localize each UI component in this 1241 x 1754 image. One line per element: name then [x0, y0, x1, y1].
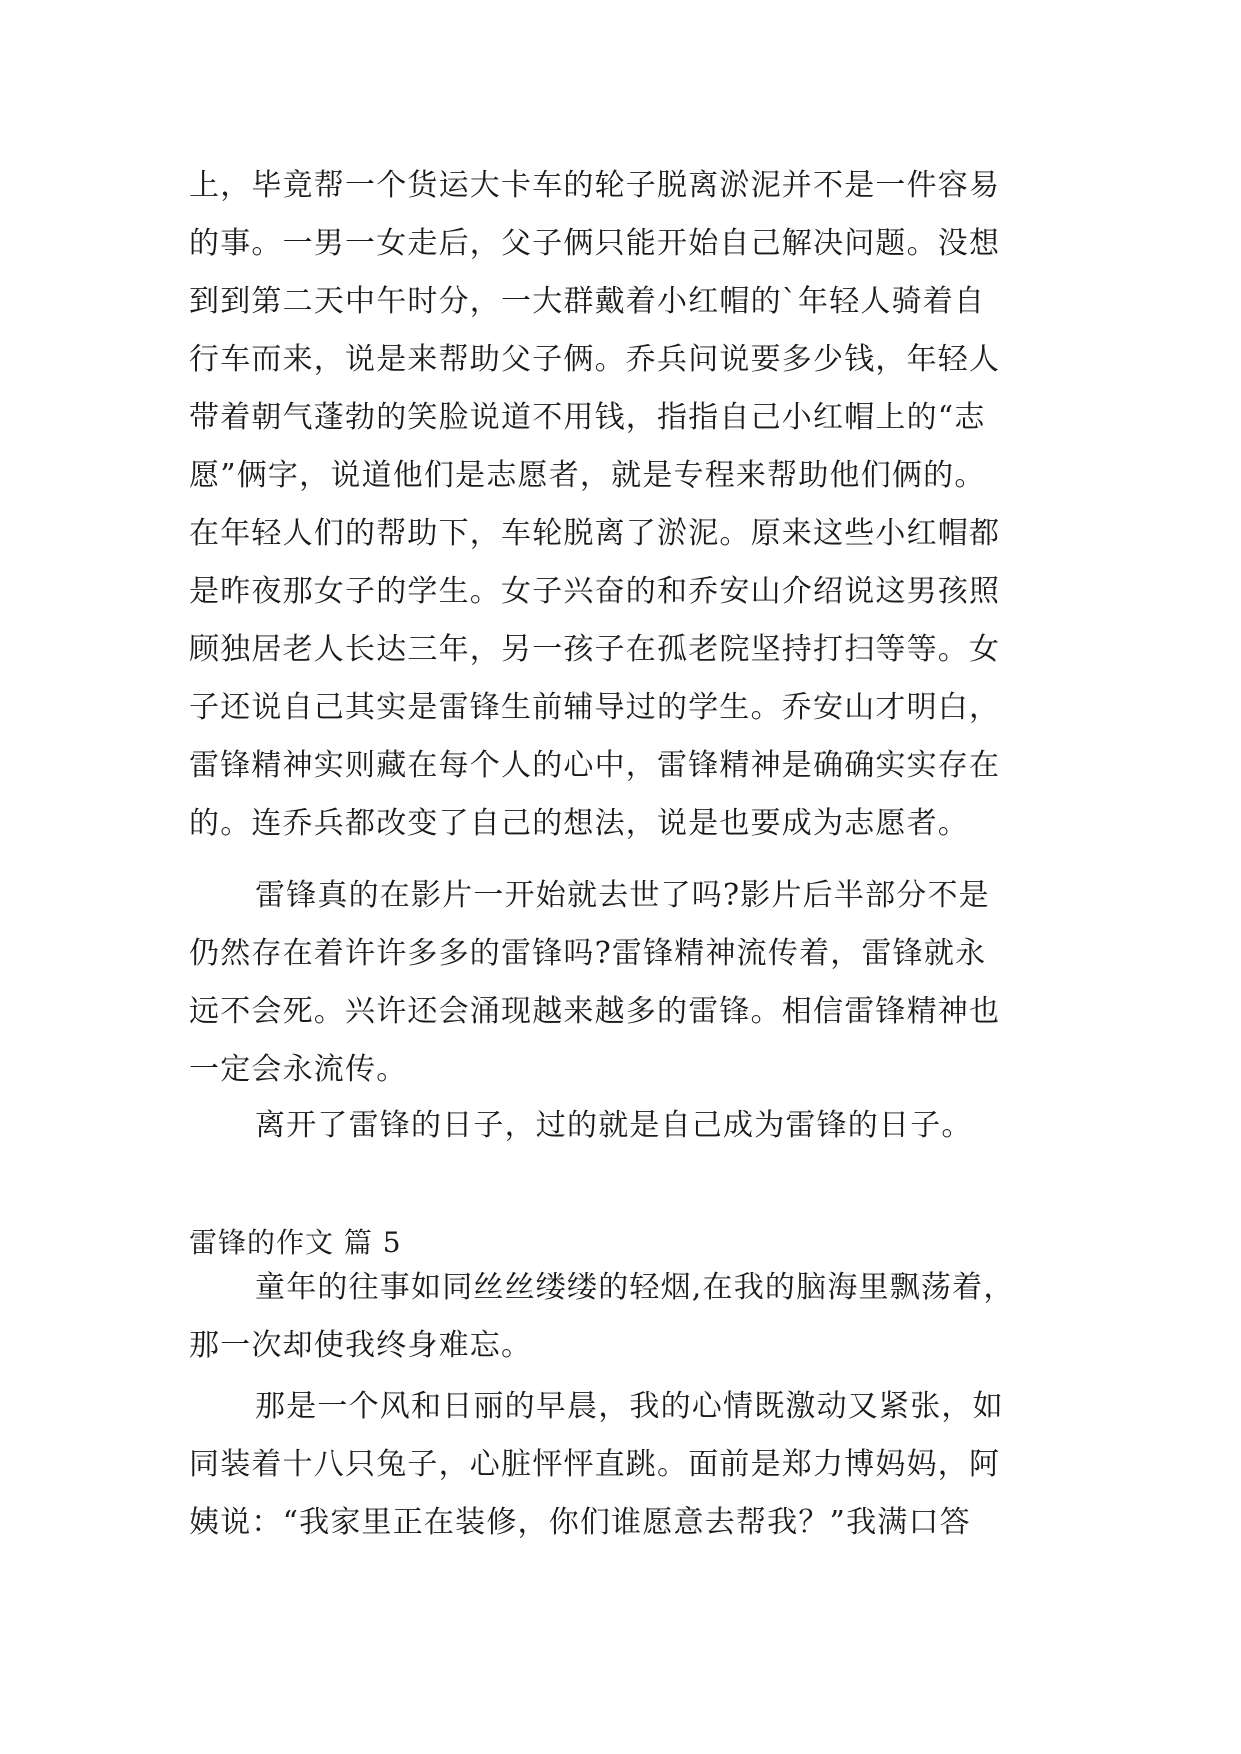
text-line: 行车而来，说是来帮助父子俩。乔兵问说要多少钱，年轻人 [189, 342, 1001, 377]
text-line: 离开了雷锋的日子，过的就是自己成为雷锋的日子。 [255, 1108, 973, 1143]
text-line: 那一次却使我终身难忘。 [189, 1328, 533, 1363]
text-line: 到到第二天中午时分，一大群戴着小红帽的`年轻人骑着自 [189, 284, 986, 319]
text-line: 姨说：“我家里正在装修，你们谁愿意去帮我？”我满口答 [189, 1505, 971, 1540]
text-line: 子还说自己其实是雷锋生前辅导过的学生。乔安山才明白， [189, 690, 1001, 725]
text-line: 愿”俩字，说道他们是志愿者，就是专程来帮助他们俩的。 [189, 458, 986, 493]
text-line: 一定会永流传。 [189, 1052, 408, 1087]
text-line: 上，毕竟帮一个货运大卡车的轮子脱离淤泥并不是一件容易 [189, 168, 1001, 203]
text-line: 仍然存在着许许多多的雷锋吗?雷锋精神流传着，雷锋就永 [189, 936, 987, 971]
paragraph-morning [189, 1378, 1059, 1552]
paragraph-childhood [189, 1259, 1059, 1375]
paragraph-question [189, 867, 1059, 1099]
text-line: 雷锋真的在影片一开始就去世了吗?影片后半部分不是 [255, 878, 990, 913]
text-line: 在年轻人们的帮助下，车轮脱离了淤泥。原来这些小红帽都 [189, 516, 1001, 551]
text-line: 的。连乔兵都改变了自己的想法，说是也要成为志愿者。 [189, 806, 969, 841]
paragraph-closing [189, 1097, 1059, 1155]
section-heading: 雷锋的作文 篇 5 [189, 1226, 402, 1259]
text-line: 童年的往事如同丝丝缕缕的轻烟,在我的脑海里飘荡着， [255, 1270, 1015, 1305]
text-line: 那是一个风和日丽的早晨，我的心情既激动又紧张，如 [255, 1389, 1004, 1424]
text-line: 是昨夜那女子的学生。女子兴奋的和乔安山介绍说这男孩照 [189, 574, 1001, 609]
text-line: 顾独居老人长达三年，另一孩子在孤老院坚持打扫等等。女 [189, 632, 1001, 667]
text-line: 雷锋精神实则藏在每个人的心中，雷锋精神是确确实实存在 [189, 748, 1001, 783]
text-line: 的事。一男一女走后，父子俩只能开始自己解决问题。没想 [189, 226, 1001, 261]
text-line: 带着朝气蓬勃的笑脸说道不用钱，指指自己小红帽上的“志 [189, 400, 986, 435]
text-line: 同装着十八只兔子，心脏怦怦直跳。面前是郑力博妈妈，阿 [189, 1447, 1001, 1482]
paragraph-continued [189, 157, 1059, 853]
text-line: 远不会死。兴许还会涌现越来越多的雷锋。相信雷锋精神也 [189, 994, 1001, 1029]
